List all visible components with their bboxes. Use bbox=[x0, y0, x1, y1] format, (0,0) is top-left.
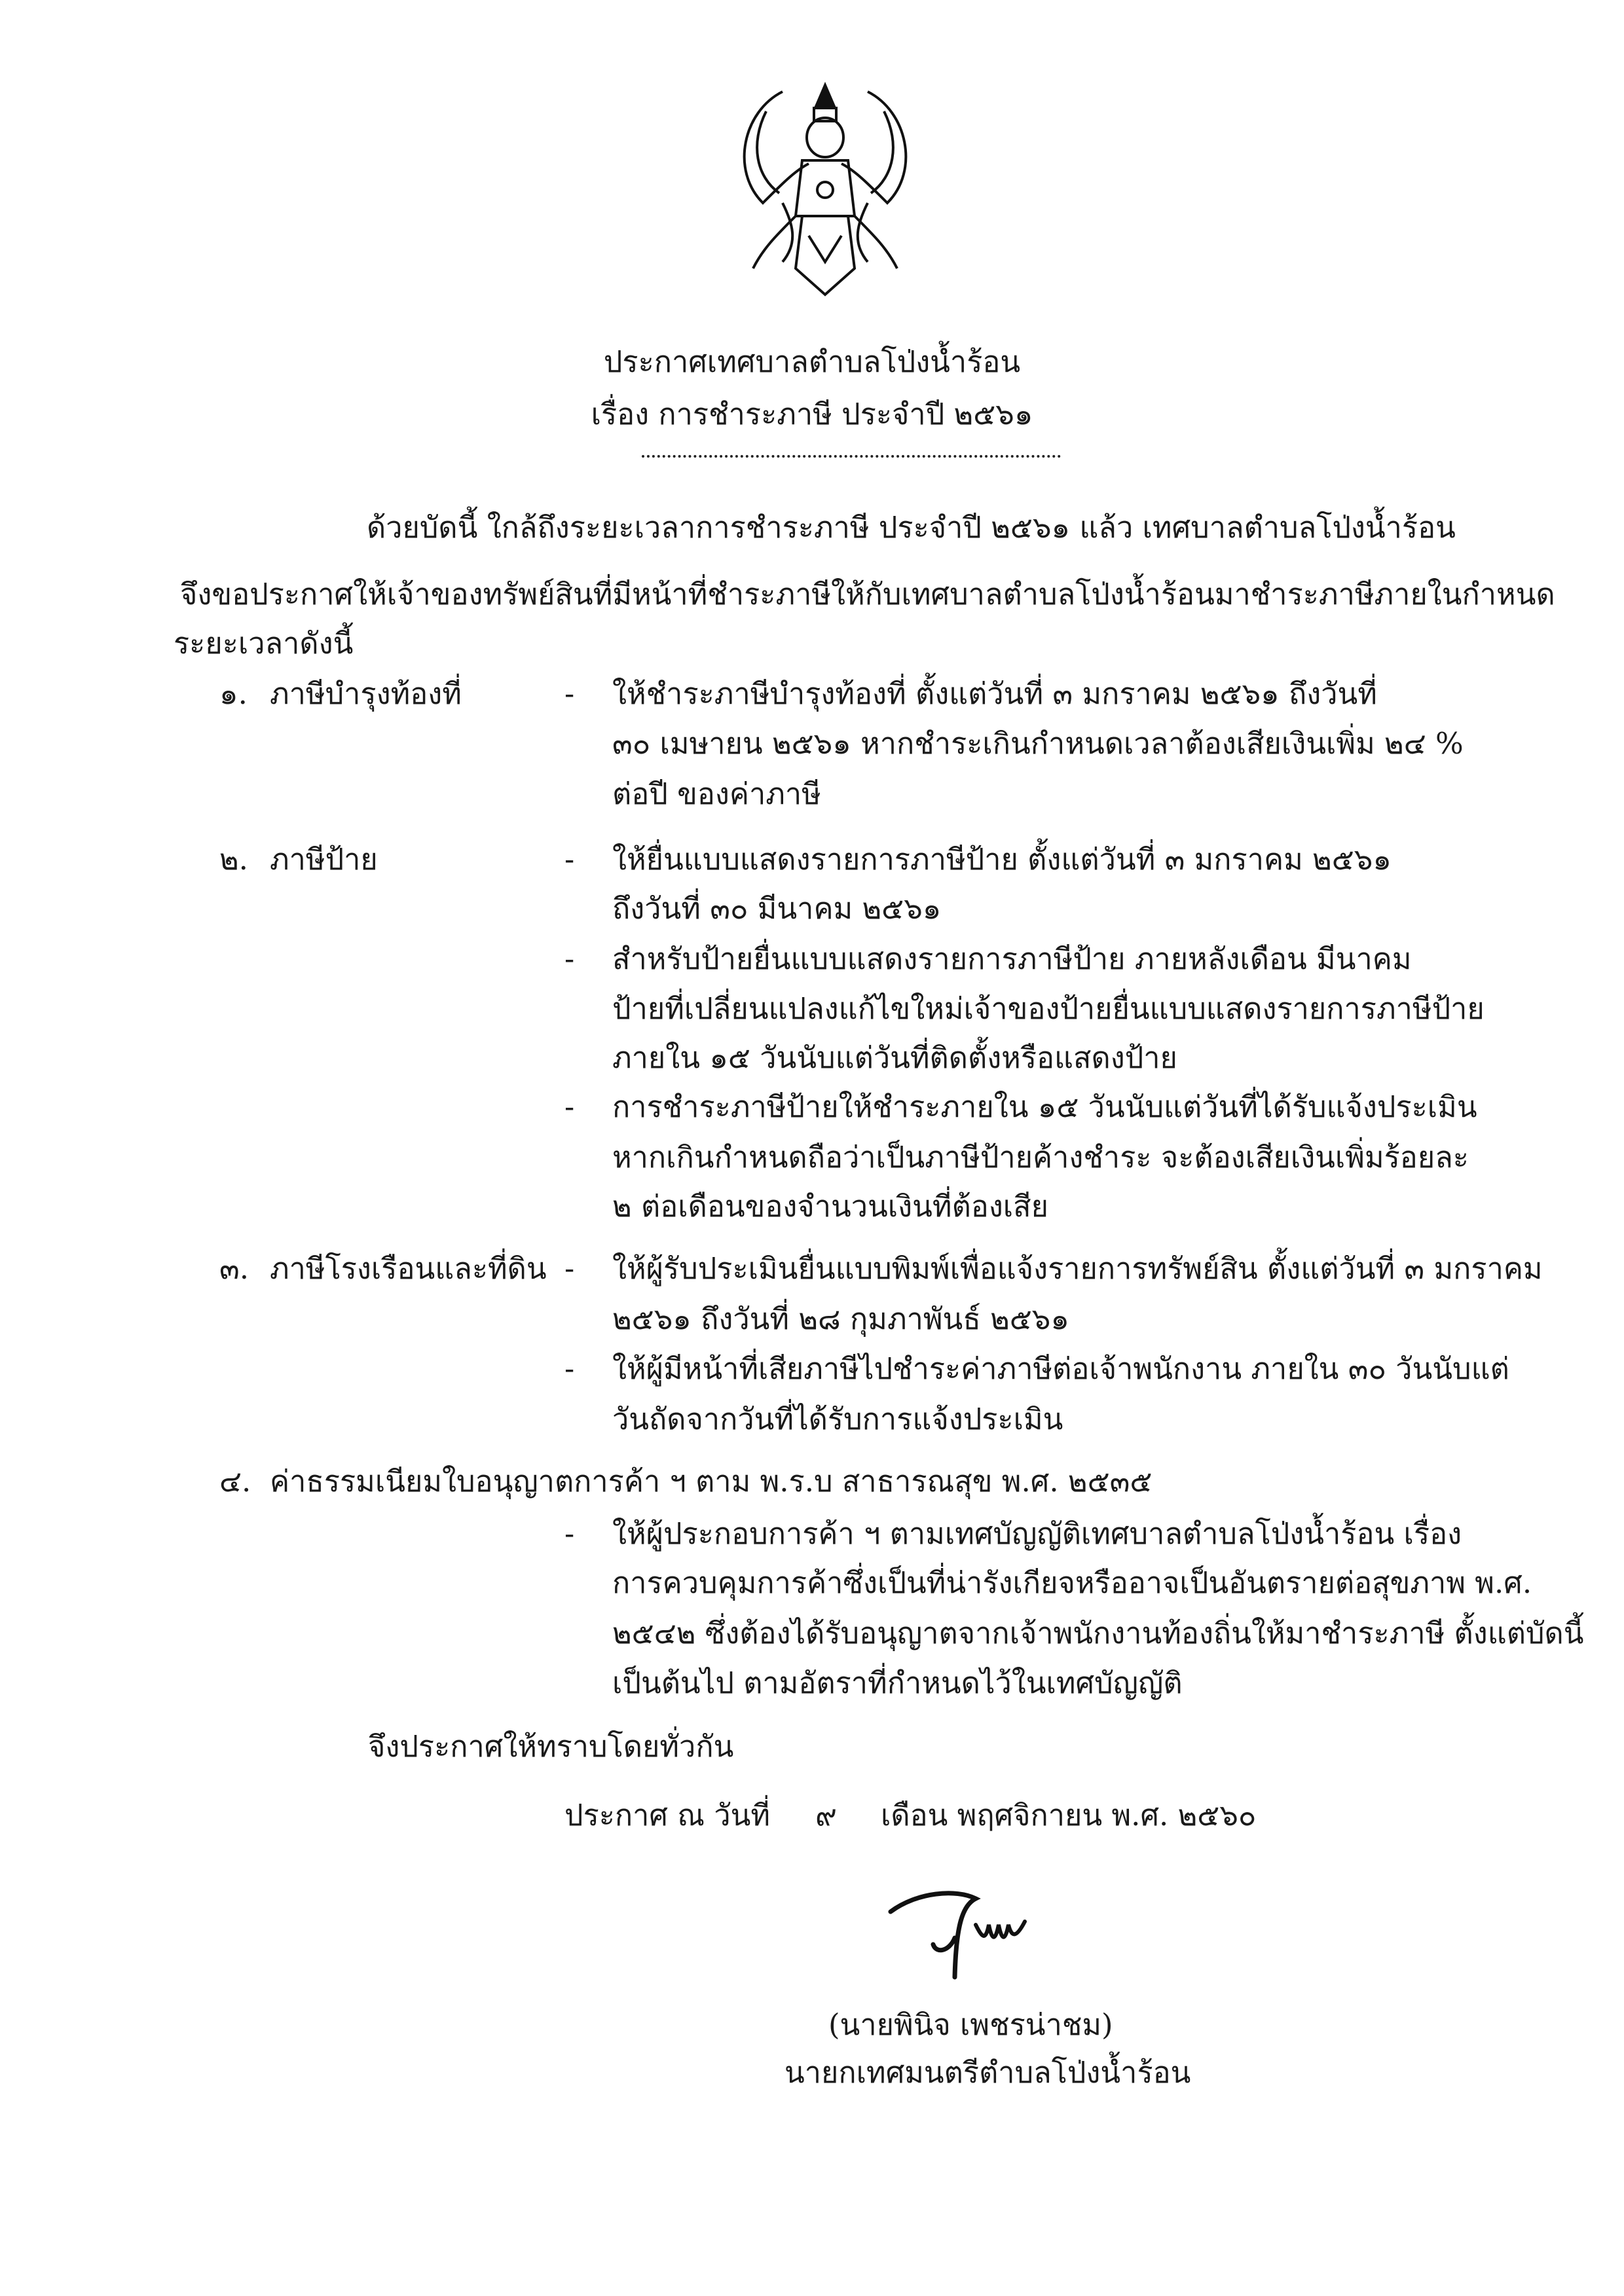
item-number: ๑. bbox=[219, 676, 248, 711]
item-line: หากเกินกำหนดถือว่าเป็นภาษีป้ายค้างชำระ จะต้องเสียเงินเพิ่มร้อยละ bbox=[612, 1140, 1469, 1175]
item-number: ๔. bbox=[219, 1464, 251, 1499]
item-line: การชำระภาษีป้ายให้ชำระภายใน ๑๕ วันนับแต่วันที่ได้รับแจ้งประเมิน bbox=[612, 1089, 1477, 1124]
divider bbox=[642, 455, 1061, 458]
item-line: สำหรับป้ายยื่นแบบแสดงรายการภาษีป้าย ภายหลังเดือน มีนาคม bbox=[612, 941, 1412, 976]
item-number: ๒. bbox=[219, 842, 248, 877]
bullet-dash: - bbox=[564, 941, 575, 976]
item-title: ภาษีป้าย bbox=[270, 842, 378, 877]
bullet-dash: - bbox=[564, 1351, 575, 1386]
closing-text: จึงประกาศให้ทราบโดยทั่วกัน bbox=[368, 1729, 734, 1764]
item-title: ค่าธรรมเนียมใบอนุญาตการค้า ฯ ตาม พ.ร.บ สาธารณสุข พ.ศ. ๒๕๓๕ bbox=[270, 1464, 1153, 1499]
date-month-year: เดือน พฤศจิกายน พ.ศ. ๒๕๖๐ bbox=[881, 1798, 1257, 1832]
signatory-name: (นายพินิจ เพชรน่าชม) bbox=[828, 2007, 1113, 2042]
item-line: ๒๕๔๒ ซึ่งต้องได้รับอนุญาตจากเจ้าพนักงานท้องถิ่นให้มาชำระภาษี ตั้งแต่บัดนี้ bbox=[612, 1616, 1584, 1650]
item-line: ให้ผู้ประกอบการค้า ฯ ตามเทศบัญญัติเทศบาลตำบลโป่งน้ำร้อน เรื่อง bbox=[612, 1516, 1462, 1551]
item-line: ให้ชำระภาษีบำรุงท้องที่ ตั้งแต่วันที่ ๓ มกราคม ๒๕๖๑ ถึงวันที่ bbox=[612, 676, 1377, 711]
bullet-dash: - bbox=[564, 842, 575, 877]
bullet-dash: - bbox=[564, 1516, 575, 1551]
item-title: ภาษีบำรุงท้องที่ bbox=[270, 676, 462, 711]
item-line: ต่อปี ของค่าภาษี bbox=[612, 776, 821, 811]
signatory-position: นายกเทศมนตรีตำบลโป่งน้ำร้อน bbox=[784, 2055, 1191, 2090]
item-title: ภาษีโรงเรือนและที่ดิน bbox=[270, 1251, 547, 1286]
bullet-dash: - bbox=[564, 676, 575, 711]
item-number: ๓. bbox=[219, 1251, 249, 1286]
bullet-dash: - bbox=[564, 1089, 575, 1124]
item-line: ให้ยื่นแบบแสดงรายการภาษีป้าย ตั้งแต่วันที่ ๓ มกราคม ๒๕๖๑ bbox=[612, 842, 1392, 877]
intro-line-1: ด้วยบัดนี้ ใกล้ถึงระยะเวลาการชำระภาษี ประจำปี ๒๕๖๑ แล้ว เทศบาลตำบลโป่งน้ำร้อน bbox=[367, 510, 1456, 545]
item-line: เป็นต้นไป ตามอัตราที่กำหนดไว้ในเทศบัญญัติ bbox=[612, 1666, 1183, 1700]
intro-line-3: ระยะเวลาดังนี้ bbox=[174, 626, 354, 661]
date-day: ๙ bbox=[815, 1798, 837, 1832]
garuda-emblem-icon bbox=[717, 72, 933, 301]
date-label: ประกาศ ณ วันที่ bbox=[564, 1798, 771, 1832]
item-line: การควบคุมการค้าซึ่งเป็นที่น่ารังเกียจหรืออาจเป็นอันตรายต่อสุขภาพ พ.ศ. bbox=[612, 1565, 1532, 1600]
bullet-dash: - bbox=[564, 1251, 575, 1286]
item-line: ภายใน ๑๕ วันนับแต่วันที่ติดตั้งหรือแสดงป้าย bbox=[612, 1040, 1177, 1075]
item-line: ให้ผู้รับประเมินยื่นแบบพิมพ์เพื่อแจ้งรายการทรัพย์สิน ตั้งแต่วันที่ ๓ มกราคม bbox=[612, 1251, 1543, 1286]
item-line: ๒ ต่อเดือนของจำนวนเงินที่ต้องเสีย bbox=[612, 1189, 1049, 1224]
intro-line-2: จึงขอประกาศให้เจ้าของทรัพย์สินที่มีหน้าที่ชำระภาษีให้กับเทศบาลตำบลโป่งน้ำร้อนมาชำระภาษีภายในกำหนด bbox=[180, 577, 1555, 611]
item-line: ป้ายที่เปลี่ยนแปลงแก้ไขใหม่เจ้าของป้ายยื่นแบบแสดงรายการภาษีป้าย bbox=[612, 991, 1485, 1026]
announcement-title: ประกาศเทศบาลตำบลโป่งน้ำร้อน bbox=[603, 344, 1021, 379]
item-line: ให้ผู้มีหน้าที่เสียภาษีไปชำระค่าภาษีต่อเจ้าพนักงาน ภายใน ๓๐ วันนับแต่ bbox=[612, 1351, 1509, 1386]
signature bbox=[877, 1886, 1035, 1984]
item-line: ๓๐ เมษายน ๒๕๖๑ หากชำระเกินกำหนดเวลาต้องเสียเงินเพิ่ม ๒๔ % bbox=[612, 726, 1464, 761]
item-line: ถึงวันที่ ๓๐ มีนาคม ๒๕๖๑ bbox=[612, 891, 942, 926]
item-line: วันถัดจากวันที่ได้รับการแจ้งประเมิน bbox=[612, 1402, 1063, 1436]
announcement-subject: เรื่อง การชำระภาษี ประจำปี ๒๕๖๑ bbox=[591, 397, 1033, 431]
item-line: ๒๕๖๑ ถึงวันที่ ๒๘ กุมภาพันธ์ ๒๕๖๑ bbox=[612, 1302, 1069, 1336]
